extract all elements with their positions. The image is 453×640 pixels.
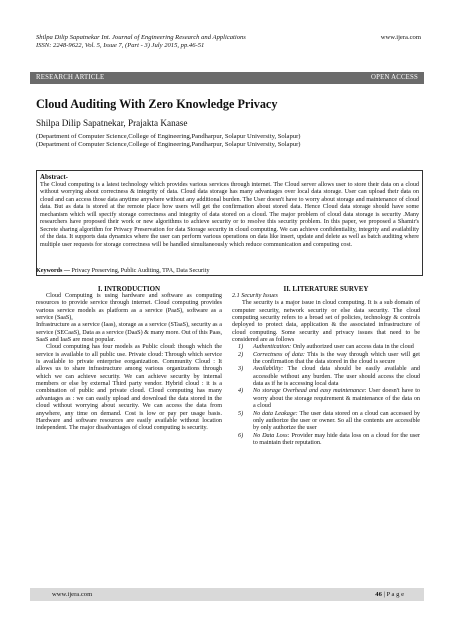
list-item-number: 6) bbox=[238, 432, 244, 439]
article-type-banner bbox=[30, 72, 424, 84]
list-item-title: Authentication: bbox=[253, 344, 292, 351]
open-access-label: OPEN ACCESS bbox=[371, 74, 418, 81]
paper-title: Cloud Auditing With Zero Knowledge Privacy bbox=[36, 97, 278, 111]
list-item bbox=[232, 366, 420, 388]
list-item-text: User doesn't have to worry about the storage requirement & maintenance of the data on a cloud bbox=[253, 388, 421, 410]
list-item-title: Availability: bbox=[253, 366, 284, 373]
intro-paragraph-3: Cloud computing has four models as Public cloud: though which the service is available to all public use. Private cloud: Through which service is available to private enterprise eorganization. Community Cloud : It allows us to share infrastructure among various organizations through which we can achieve security. We can achieve security by internal members or else by external Third party vendor. Hybrid cloud : it is a combination of public and private cloud. Cloud computing has many advantages as : we can easily upload and download the data stored in the cloud without worrying about security. We can access the data from anywhere, any time on demand. Cost is low or pay per usage basis. Hardware and software resources are easily available without location independent. The major disadvantages of cloud computing is security. bbox=[36, 344, 222, 432]
list-item-title: No Data Loss: bbox=[253, 432, 290, 439]
author-affiliations bbox=[36, 133, 421, 150]
section-heading-literature-survey: II. LITERATURE SURVEY bbox=[283, 285, 369, 293]
list-item bbox=[232, 344, 420, 351]
affiliation-2: (Department of Computer Science,College of Engineering,Pandharpur, Solapur University, Solapur) bbox=[36, 141, 301, 149]
keywords-line bbox=[36, 268, 421, 275]
intro-paragraph-2: Infrastructure as a service (Iaas), storage as a service (STaaS), security as a service (SECaaS), Data as a service (DaaS) & many more. Out of this Paas, SaaS and IaaS are most popular. bbox=[36, 322, 222, 344]
list-item bbox=[232, 388, 420, 410]
page-number-label bbox=[375, 588, 404, 601]
list-item bbox=[232, 433, 420, 448]
list-item-text: This is the way through which user will get the confirmation that the data stored in the cloud is secure bbox=[253, 351, 420, 366]
footer-website-link[interactable]: www.ijera.com bbox=[52, 591, 93, 598]
list-item bbox=[232, 411, 420, 433]
keywords-label: Keywords bbox=[36, 268, 63, 274]
page-number: 46 bbox=[375, 591, 382, 598]
list-item-number: 2) bbox=[238, 351, 244, 358]
list-item-number: 3) bbox=[238, 366, 244, 373]
list-item-title: Correctness of data: bbox=[253, 351, 305, 358]
paper-authors: Shilpa Dilip Sapatnekar, Prajakta Kanase bbox=[36, 118, 188, 128]
list-item-number: 5) bbox=[238, 410, 244, 417]
security-intro-paragraph: The security is a major issue in cloud computing. It is a sub domain of computer security, network security or else data security. The cloud computing security refers to a broad set of policies, technology & controls deployed to protect data, application & the associated infrastructure of cloud computing. Some security and privacy issues that need to be considered are as follows bbox=[232, 300, 420, 344]
keywords-separator: — bbox=[62, 268, 72, 274]
right-column bbox=[232, 285, 420, 447]
list-item-text: Only authorized user can access data in the cloud bbox=[291, 344, 414, 351]
list-item-number: 1) bbox=[238, 344, 244, 351]
list-item-number: 4) bbox=[238, 388, 244, 395]
abstract-heading: Abstract- bbox=[40, 174, 68, 181]
section-heading-introduction: I. INTRODUCTION bbox=[97, 285, 161, 293]
page-footer bbox=[30, 588, 424, 601]
intro-paragraph-1: Cloud Computing is using hardware and software as computing resources to provide service through internet. Cloud computing provides various service models as platform as a service (PaaS), software as a service (SaaS), bbox=[36, 293, 222, 322]
research-article-label: RESEARCH ARTICLE bbox=[36, 74, 105, 81]
list-item bbox=[232, 352, 420, 367]
abstract-text: The Cloud computing is a latest technology which provides various services through internet. The Cloud server allows user to store their data on a cloud without worrying about correctness & integrity of data. Cloud data storage has many advantages over local data storage. User can upload their data on cloud and can access those data anytime anywhere without any additional burden. The User doesn't have to worry about storage and maintenance of cloud data. But as data is stored at the remote place how users will get the confirmation about stored data. Hence Cloud data storage should have some mechanism which will specify storage correctness and integrity of data stored on a cloud. The major problem of cloud data storage is security .Many researchers have proposed their work or new algorithms to achieve security or to resolve this security problem. In this paper, we proposed a Shamir's Secrete sharing algorithm for Privacy Preservation for data Storage security in cloud computing. We can achieve confidentiality, integrity and availability of the data. It supports data dynamics where the user can perform various operations on data like insert, update and delete as well as batch auditing where multiple user requests for storage correctness will be handled simultaneously which reduce communication and computing cost. bbox=[40, 182, 419, 248]
list-item-text: Provider may hide data loss on a cloud for the user to maintain their reputation. bbox=[253, 432, 420, 446]
affiliation-1: (Department of Computer Science,College of Engineering,Pandharpur, Solapur University, Solapur) bbox=[36, 133, 301, 140]
security-issues-list bbox=[232, 344, 420, 447]
list-item-text: The cloud data should be easily available and accessible without any burden. The user should access the cloud data as if he is accessing local data bbox=[253, 366, 420, 388]
journal-citation-line2: ISSN: 2248-9622, Vol. 5, Issue 7, (Part - 3) July 2015, pp.46-51 bbox=[36, 42, 205, 49]
left-column bbox=[36, 285, 222, 433]
journal-website-link[interactable]: www.ijera.com bbox=[380, 34, 421, 41]
subsection-security-issues: 2.1 Security Issues bbox=[232, 293, 278, 299]
page-label: | P a g e bbox=[381, 591, 404, 598]
keywords-text: Privacy Preserving, Public Auditing, TPA, Data Security bbox=[71, 268, 210, 274]
abstract-box bbox=[36, 170, 423, 276]
list-item-title: No data Leakage: bbox=[253, 410, 298, 417]
list-item-text: The user data stored on a cloud can accessed by only authorize the user or owner. So all the contents are accessible by only authorize the user bbox=[253, 410, 420, 432]
journal-citation-line1: Shilpa Dilip Sapatnekar Int. Journal of Engineering Research and Applications bbox=[36, 34, 246, 41]
list-item-title: No storage Overhead and easy maintenance: bbox=[253, 388, 367, 395]
